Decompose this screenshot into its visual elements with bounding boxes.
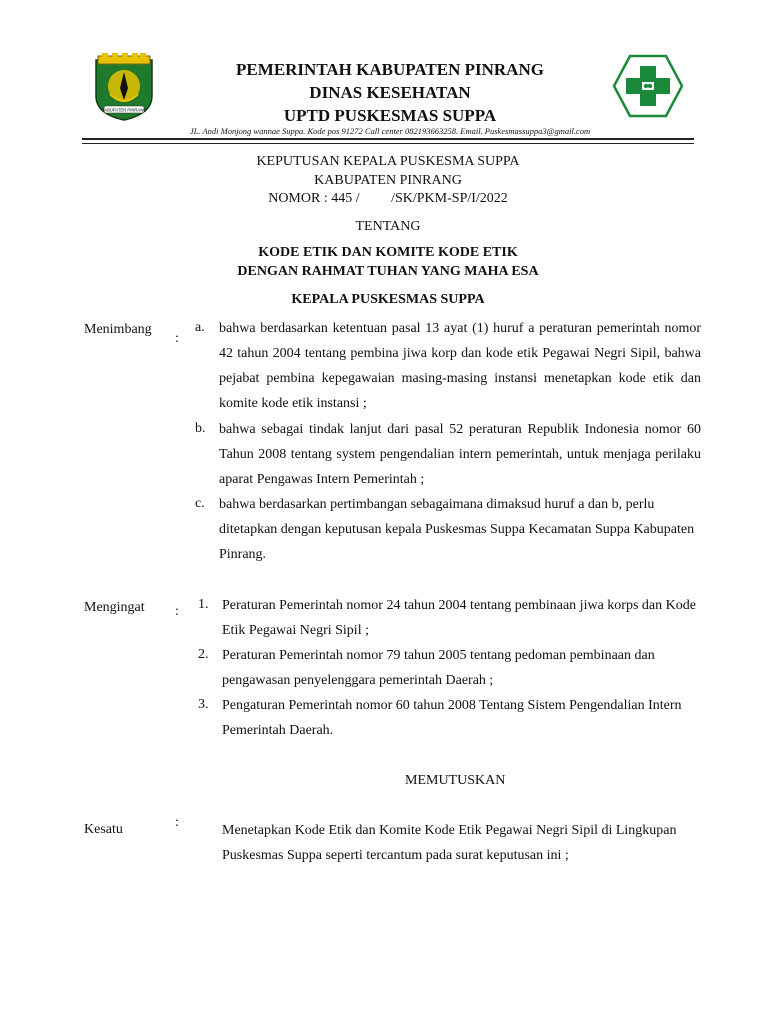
menimbang-label: Menimbang — [84, 322, 152, 337]
mengingat-item-2: Peraturan Pemerintah nomor 79 tahun 2005 tentang pedoman pembinaan dan pengawasan penyelenggara pemerintah Daerah ; — [222, 648, 655, 688]
decree-number: NOMOR : 445 / /SK/PKM-SP/I/2022 — [268, 191, 508, 206]
svg-text:KABUPATEN PINRANG: KABUPATEN PINRANG — [101, 107, 147, 113]
mengingat-label: Mengingat — [84, 600, 145, 615]
header-address: JL. Andi Monjong wannae Suppa. Kode pos 91272 Call center 082193663258. Email. Puskesmassuppa3@gmail.com — [189, 126, 591, 136]
decree-region: KABUPATEN PINRANG — [314, 173, 462, 188]
kesatu-colon: : — [175, 815, 179, 830]
puskesmas-cross-icon — [612, 54, 684, 118]
mengingat-marker-1: 1. — [198, 597, 209, 612]
mengingat-item-3: Pengaturan Pemerintah nomor 60 tahun 2008 Tentang Sistem Pengendalian Intern Pemerintah Daerah. — [222, 698, 682, 738]
header-unit: UPTD PUSKESMAS SUPPA — [283, 106, 497, 125]
subject-line-1: KODE ETIK DAN KOMITE KODE ETIK — [258, 245, 518, 260]
mengingat-marker-2: 2. — [198, 647, 209, 662]
menimbang-marker-b: b. — [195, 421, 206, 436]
memutuskan-heading: MEMUTUSKAN — [405, 773, 506, 788]
decree-title: KEPUTUSAN KEPALA PUSKESMA SUPPA — [256, 154, 520, 169]
menimbang-marker-a: a. — [195, 320, 205, 335]
mengingat-marker-3: 3. — [198, 697, 209, 712]
pinrang-crest-icon — [88, 52, 160, 122]
menimbang-item-b: bahwa sebagai tindak lanjut dari pasal 52 peraturan Republik Indonesia nomor 60 Tahun 2008 tentang system pengendalian intern pemerintah, untuk menjaga perilaku aparat Pengawas Intern Pemerintah ; — [219, 422, 701, 487]
official-title: KEPALA PUSKESMAS SUPPA — [291, 292, 485, 307]
kesatu-text: Menetapkan Kode Etik dan Komite Kode Etik Pegawai Negri Sipil di Lingkupan Puskesmas Suppa seperti tercantum pada surat keputusan ini ; — [222, 823, 677, 863]
header-rule-thin — [82, 143, 694, 144]
menimbang-item-c: bahwa berdasarkan pertimbangan sebagaimana dimaksud huruf a dan b, perlu ditetapkan dengan keputusan kepala Puskesmas Suppa Kecamatan Suppa Kabupaten Pinrang. — [219, 497, 695, 562]
menimbang-colon: : — [175, 331, 179, 346]
tentang-heading: TENTANG — [355, 219, 421, 234]
header-government: PEMERINTAH KABUPATEN PINRANG — [236, 60, 544, 79]
subject-line-2: DENGAN RAHMAT TUHAN YANG MAHA ESA — [237, 264, 539, 279]
mengingat-item-1: Peraturan Pemerintah nomor 24 tahun 2004 tentang pembinaan jiwa korps dan Kode Etik Pegawai Negri Sipil ; — [222, 598, 696, 638]
header-rule-thick — [82, 138, 694, 140]
kesatu-label: Kesatu — [84, 822, 123, 837]
mengingat-colon: : — [175, 604, 179, 619]
menimbang-item-a: bahwa berdasarkan ketentuan pasal 13 ayat (1) huruf a peraturan pemerintah nomor 42 tahun 2004 tentang pembina jiwa korp dan kode etik Pegawai Negri Sipil, bahwa pejabat pembina kepegawaian masing-masing instansi menetapkan kode etik dan komite kode etik instansi ; — [219, 321, 701, 411]
header-agency: DINAS KESEHATAN — [309, 83, 471, 102]
menimbang-marker-c: c. — [195, 496, 205, 511]
